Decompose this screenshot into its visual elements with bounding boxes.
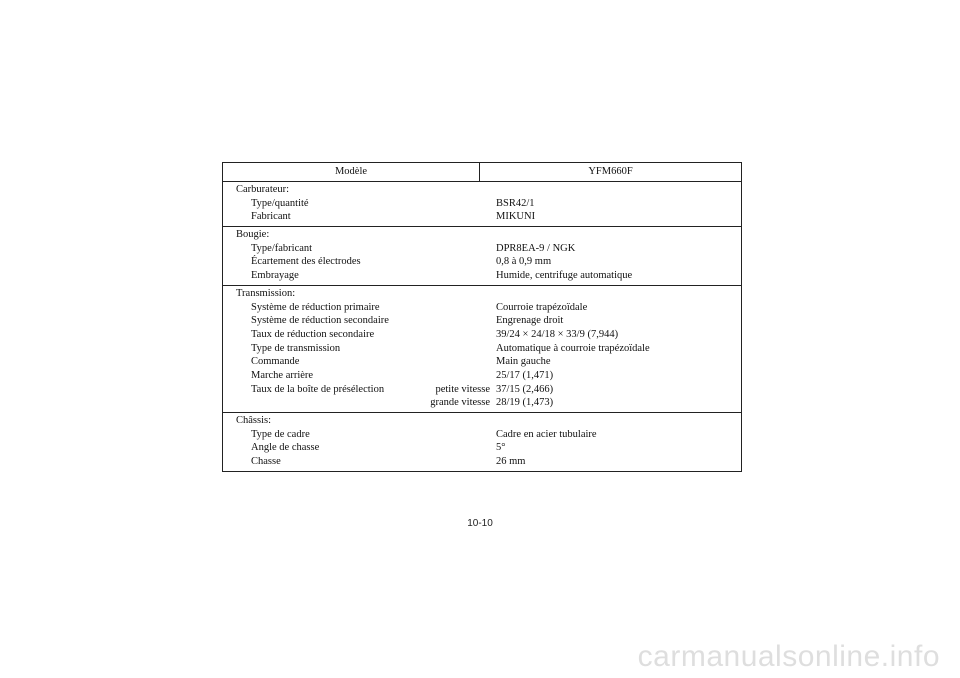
section-title: Châssis: <box>236 415 272 426</box>
header-model-value: YFM660F <box>588 166 633 178</box>
row-value: Engrenage droit <box>496 315 564 327</box>
table-header <box>223 163 741 182</box>
row-label: Taux de la boîte de présélection <box>251 383 385 395</box>
row-label: Marche arrière <box>251 369 314 381</box>
row-value: 0,8 à 0,9 mm <box>496 256 552 268</box>
row-label: Écartement des électrodes <box>251 256 361 268</box>
row-value: Main gauche <box>496 356 551 368</box>
table-row <box>223 197 741 211</box>
row-label: Fabricant <box>251 211 291 223</box>
row-label: Système de réduction primaire <box>251 301 380 313</box>
row-value: Humide, centrifuge automatique <box>496 270 633 282</box>
table-row <box>223 301 741 315</box>
table-row <box>223 428 741 442</box>
row-label: Angle de chasse <box>251 442 320 454</box>
row-label: Type/fabricant <box>251 242 313 254</box>
section-spark-plug <box>223 227 741 286</box>
section-title: Carburateur: <box>236 184 290 195</box>
table-row-preselection-low <box>223 383 741 397</box>
row-value: 39/24 × 24/18 × 33/9 (7,944) <box>496 328 619 340</box>
row-value: DPR8EA-9 / NGK <box>496 242 576 254</box>
section-chassis <box>223 413 741 471</box>
row-label: Type de cadre <box>251 428 310 440</box>
table-row <box>223 455 741 469</box>
table-row <box>223 369 741 383</box>
section-title: Transmission: <box>236 287 296 299</box>
section-carburetor <box>223 182 741 227</box>
table-row <box>223 355 741 369</box>
row-value: Courroie trapézoïdale <box>496 301 588 313</box>
row-value: 25/17 (1,471) <box>496 369 554 381</box>
row-label: Type/quantité <box>251 197 309 209</box>
section-title: Bougie: <box>236 229 270 241</box>
table-row <box>223 342 741 356</box>
row-value: Cadre en acier tubulaire <box>496 428 597 440</box>
row-label: Chasse <box>251 456 281 468</box>
header-model-label: Modèle <box>223 163 480 181</box>
table-row-preselection-high <box>223 396 741 410</box>
row-label: Système de réduction secondaire <box>251 315 389 327</box>
row-label: Taux de réduction secondaire <box>251 328 375 340</box>
row-sublabel: grande vitesse <box>430 397 490 409</box>
row-value: BSR42/1 <box>496 197 535 209</box>
spec-table <box>222 162 742 472</box>
table-row <box>223 255 741 269</box>
table-row <box>223 314 741 328</box>
table-row <box>223 441 741 455</box>
row-label: Embrayage <box>251 270 299 282</box>
watermark: carmanualsonline.info <box>637 640 940 673</box>
table-row <box>223 210 741 224</box>
page-number: 10-10 <box>467 518 493 529</box>
row-label: Type de transmission <box>251 342 341 354</box>
table-row <box>223 269 741 283</box>
row-value: Automatique à courroie trapézoïdale <box>496 342 650 354</box>
row-value: 26 mm <box>496 456 526 468</box>
row-sublabel: petite vitesse <box>435 383 490 395</box>
section-transmission <box>223 286 741 413</box>
row-value: 37/15 (2,466) <box>496 383 554 395</box>
row-value: MIKUNI <box>496 211 536 223</box>
row-label: Commande <box>251 356 300 368</box>
row-value: 5° <box>496 442 506 454</box>
row-value: 28/19 (1,473) <box>496 397 554 409</box>
table-row <box>223 242 741 256</box>
table-row <box>223 328 741 342</box>
